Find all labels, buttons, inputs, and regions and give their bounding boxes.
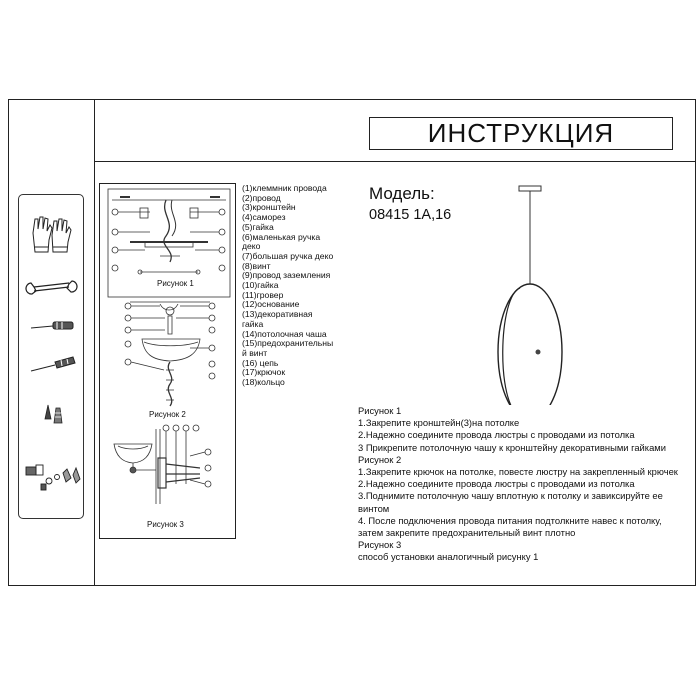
instruction-line: 1.Закрепите крючок на потолке, повесте люстру на закрепленный крючек xyxy=(358,466,678,478)
instruction-line: Рисунок 1 xyxy=(358,405,402,416)
figure-2-diagram xyxy=(125,302,215,406)
gloves-icon xyxy=(33,217,71,252)
parts-list-item: (4)саморез xyxy=(242,212,286,223)
instruction-line: винтом xyxy=(358,502,390,514)
ceiling-canopy xyxy=(519,186,541,191)
parts-list-item: (7)большая ручка деко xyxy=(242,250,334,261)
parts-list-item: (12)основание xyxy=(242,299,300,310)
instruction-line: 2.Надежно соедините провода люстры с проводами из потолка xyxy=(358,429,635,441)
parts-list-item: (8)винт xyxy=(242,260,271,271)
instruction-line: 3.Поднимите потолочную чашу вплотную к потолку и завиксируйте ее xyxy=(358,490,663,502)
screwdriver-icon xyxy=(31,357,75,371)
parts-list-item: (17)крючок xyxy=(242,367,286,378)
parts-list-item: (1)клеммник провода xyxy=(242,183,327,193)
parts-list-item: (16) цепь xyxy=(242,357,279,368)
parts-list-item: (10)гайка xyxy=(242,280,279,291)
parts-list-item: (5)гайка xyxy=(242,221,274,232)
instruction-line: 4. После подключения провода питания подтолкните навес к потолку, xyxy=(358,514,662,526)
parts-list xyxy=(242,184,352,388)
figure-1-caption: Рисунок 1 xyxy=(157,279,194,288)
parts-list-item: (18)кольцо xyxy=(242,377,285,388)
instruction-line: Рисунок 3 xyxy=(358,539,402,551)
lamp-disc xyxy=(498,284,562,405)
instruction-line: затем закрепите предохранительный винт плотно xyxy=(358,527,576,539)
model-number: 08415 1А,16 xyxy=(369,207,452,223)
header-divider xyxy=(94,161,696,162)
figure-3-caption: Рисунок 3 xyxy=(147,520,184,529)
instruction-line: 1.Закрепите кронштейн(3)на потолке xyxy=(358,417,520,429)
screwdriver-icon xyxy=(31,322,73,329)
tools-panel xyxy=(18,194,84,519)
parts-list-item: (9)провод заземления xyxy=(242,270,331,281)
page-title: ИНСТРУКЦИЯ xyxy=(369,117,673,150)
parts-list-item: (6)маленькая ручка xyxy=(242,231,321,242)
parts-list-item: й винт xyxy=(242,347,268,358)
parts-list-item: (14)потолочная чаша xyxy=(242,328,327,339)
wall-anchor-icon xyxy=(45,405,62,423)
pendant-lamp-illustration xyxy=(490,180,590,405)
parts-list-item: (3)кронштейн xyxy=(242,202,296,213)
parts-list-item: (2)провод xyxy=(242,192,281,203)
parts-list-item: (11)гровер xyxy=(242,289,284,300)
instruction-line: 3 Прикрепите потолочную чашу к кронштейну декоративными гайками xyxy=(358,441,666,453)
figure-2-caption: Рисунок 2 xyxy=(149,410,186,419)
instruction-line: Рисунок 2 xyxy=(358,453,402,465)
instruction-line: 2.Надежно соедините провода люстры с проводами из потолка xyxy=(358,478,635,490)
assembly-diagram-panel xyxy=(99,183,236,539)
wrench-icon xyxy=(26,281,77,294)
parts-list-item: деко xyxy=(242,241,261,252)
instruction-line: способ установки аналогичный рисунку 1 xyxy=(358,551,539,563)
figure-3-diagram xyxy=(114,425,211,504)
parts-list-item: гайка xyxy=(242,318,264,329)
model-label: Модель: xyxy=(369,184,435,203)
parts-list-item: (15)предохранительны xyxy=(242,338,334,349)
parts-list-item: (13)декоративная xyxy=(242,309,313,320)
terminal-connector-icon xyxy=(26,465,80,490)
instructions-text xyxy=(358,405,694,564)
